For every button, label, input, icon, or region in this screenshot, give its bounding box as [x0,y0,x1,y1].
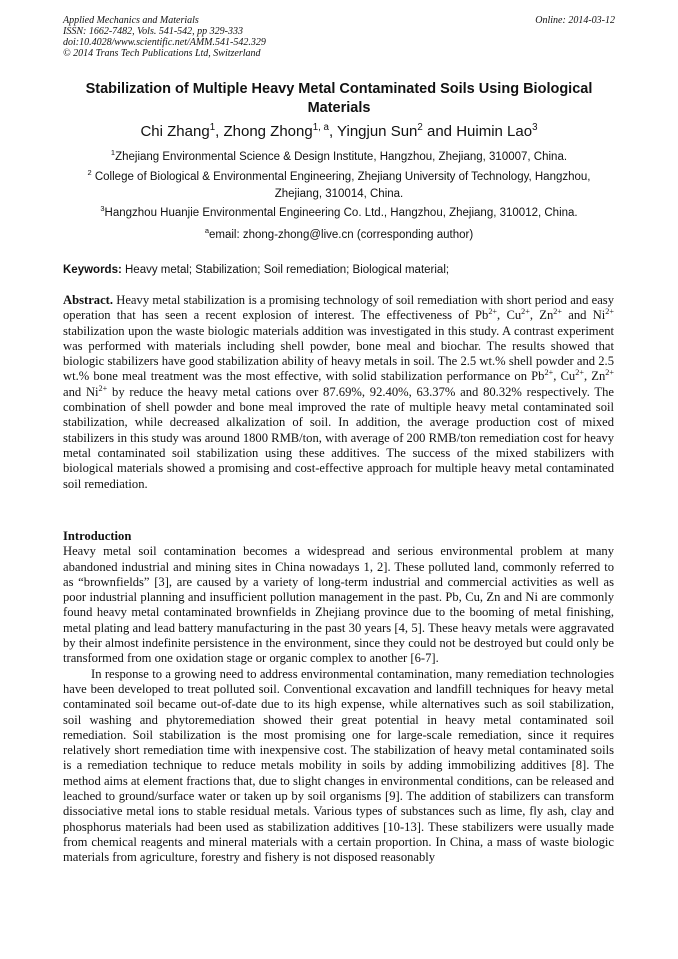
charge-superscript: 2+ [488,307,498,317]
introduction-paragraph-1: Heavy metal soil contamination becomes a widespread and serious environmental problem at many abandoned industrial and mining sites in China nowadays 1, 2]. These polluted land, commonly referred to as “brownfields” [3], are caused by a variety of long-term industrial and commercial activities as well as poor industrial planning and insufficient pollution management in the past. Pb, Cu, Zn and Ni are commonly found heavy metal contaminated brownfields in Zhejiang province due to the booming of metal finishing, metal plating and lead battery manufacturing in the past 30 years [4, 5]. These heavy metals were aggravated by their almost indefinite persistence in the environment, since they could not be destroyed but could only be transformed from one oxidation stage or organic complex to another [6-7]. [63,544,614,666]
abstract-text: , Zn [583,369,606,384]
journal-name: Applied Mechanics and Materials [63,15,199,26]
author-affiliation-mark: 1, a [312,122,329,133]
charge-superscript: 2+ [521,307,530,317]
charge-superscript: 2+ [544,368,554,378]
online-date: Online: 2014-03-12 [535,15,615,26]
keywords-text: Heavy metal; Stabilization; Soil remediation; Biological material; [125,264,450,276]
affiliation-text: Hangzhou Huanjie Environmental Engineering Co. Ltd., Hangzhou, Zhejiang, 310012, China. [104,207,578,219]
keywords-label: Keywords: [63,264,122,276]
keywords [63,263,615,278]
abstract-text: by reduce the heavy metal cations over 87.69%, 92.40%, 63.37% and 80.32% respectively. The combination of shell powder and bone meal improved the rate of multiple heavy metal contaminated soil stabilization, while decreased alkalization of soil. In addition, the average production cost of mixed stabilizers in this study was around 1800 RMB/ton, with average of 200 RMB/ton remediation cost for heavy metal contaminated soil stabilization using these additives. The success of the mixed stabilizers with biological materials showed a promising and cost-effective approach for multiple heavy metal contaminated soil remediation. [63,384,614,491]
affiliation-mark: 1 [110,148,116,158]
abstract-text: stabilization upon the waste biologic materials addition was investigated in this study. A contrast experiment was performed with materials including shell powder, bone meal and biochar. The results showed that biologic stabilizers have good stabilization ability of heavy metals in soil. The 2.5 wt.% shell powder and 2.5 wt.% bone meal treatment was the most effective, with solid stabilization performance on Pb [63,323,614,384]
author-name: Chi Zhang [140,123,210,140]
issn-line: ISSN: 1662-7482, Vols. 541-542, pp 329-333 [63,26,243,37]
introduction-heading: Introduction [63,529,132,543]
affiliation-mark: 3 [100,204,105,214]
author-affiliation-mark: 1 [209,122,216,133]
author-conjunction: and [427,123,453,140]
affiliation-text: Zhejiang Environmental Science & Design Institute, Hangzhou, Zhejiang, 310007, China. [115,151,568,163]
charge-superscript: 2+ [575,368,584,378]
author-affiliation-mark: 2 [417,122,423,133]
introduction-paragraph-2: In response to a growing need to address environmental contamination, many remediation technologies have been developed to treat polluted soil. Conventional excavation and landfill techniques for heavy metal contaminated soil became out-of-date due to its high expense, while alternatives such as soil stabilization, soil washing and phytoremediation showed their great potential in heavy metal contaminated soil remediation. Soil stabilization is the most promising one for large-scale remediation, since it requires relatively short remediation time with inexpensive cost. The stabilization of heavy metal contaminated soils is a remediation technique to reduce metals mobility in soils by adding immobilizing additives [8]. The method aims at element fractions that, due to slight changes in environmental conditions, can be released and leached to ground/surface water or taken up by soil organisms [9]. The addition of stabilizers can transform dissociative metal ions to stable residual metals. Various types of substances such as lime, fly ash, clay and phosphorus materials had been used as stabilization additives [10-13]. These stabilizers were usually made from chemical reagents and mineral materials with a certain proportion. In China, a mass of waste biologic materials from agriculture, forestry and fishery is not disposed reasonably [63,666,614,865]
abstract-text: , Cu [553,369,576,384]
charge-superscript: 2+ [605,307,615,317]
author-name: Zhong Zhong [223,123,313,140]
abstract-text: and Ni [63,384,99,399]
running-header [63,15,615,59]
author-name: Yingjun Sun [337,123,418,140]
charge-superscript: 2+ [605,368,614,378]
affiliation-mark: 2 [87,168,92,178]
charge-superscript: 2+ [553,307,562,317]
abstract [63,293,614,492]
copyright-line: © 2014 Trans Tech Publications Ltd, Switzerland [63,48,261,59]
affiliation-text: College of Biological & Environmental Engineering, Zhejiang University of Technology, Hangzhou, Zhejiang, 310014, China. [94,171,591,200]
email-text: email: zhong-zhong@live.cn (corresponding author) [208,229,474,241]
affiliation-2 [63,169,615,203]
author-list: Chi Zhang$^1$, Zhong Zhong$^{1, a}$, Yingjun Sun$^2$ and Huimin Lao$^3$ [140,122,538,140]
affiliation-3 [63,205,615,222]
paper-title: Stabilization of Multiple Heavy Metal Contaminated Soils Using Biological Materials [85,81,593,116]
abstract-text: Heavy metal stabilization is a promising technology of soil remediation with short period and easy operation that has seen a recent explosion of interest. The effectiveness of Pb [63,293,614,323]
corresponding-email [63,227,615,244]
affiliation-1 [63,149,615,166]
abstract-text: , Zn [529,308,554,323]
introduction-section [63,529,614,866]
author-name: Huimin Lao [456,123,533,140]
abstract-text: , Cu [497,308,522,323]
email-mark: a [204,226,209,236]
doi-line: doi:10.4028/www.scientific.net/AMM.541-542.329 [63,37,266,48]
author-affiliation-mark: 3 [532,122,538,133]
charge-superscript: 2+ [98,383,108,393]
abstract-text: and Ni [562,308,606,323]
abstract-label: Abstract. [63,293,114,307]
